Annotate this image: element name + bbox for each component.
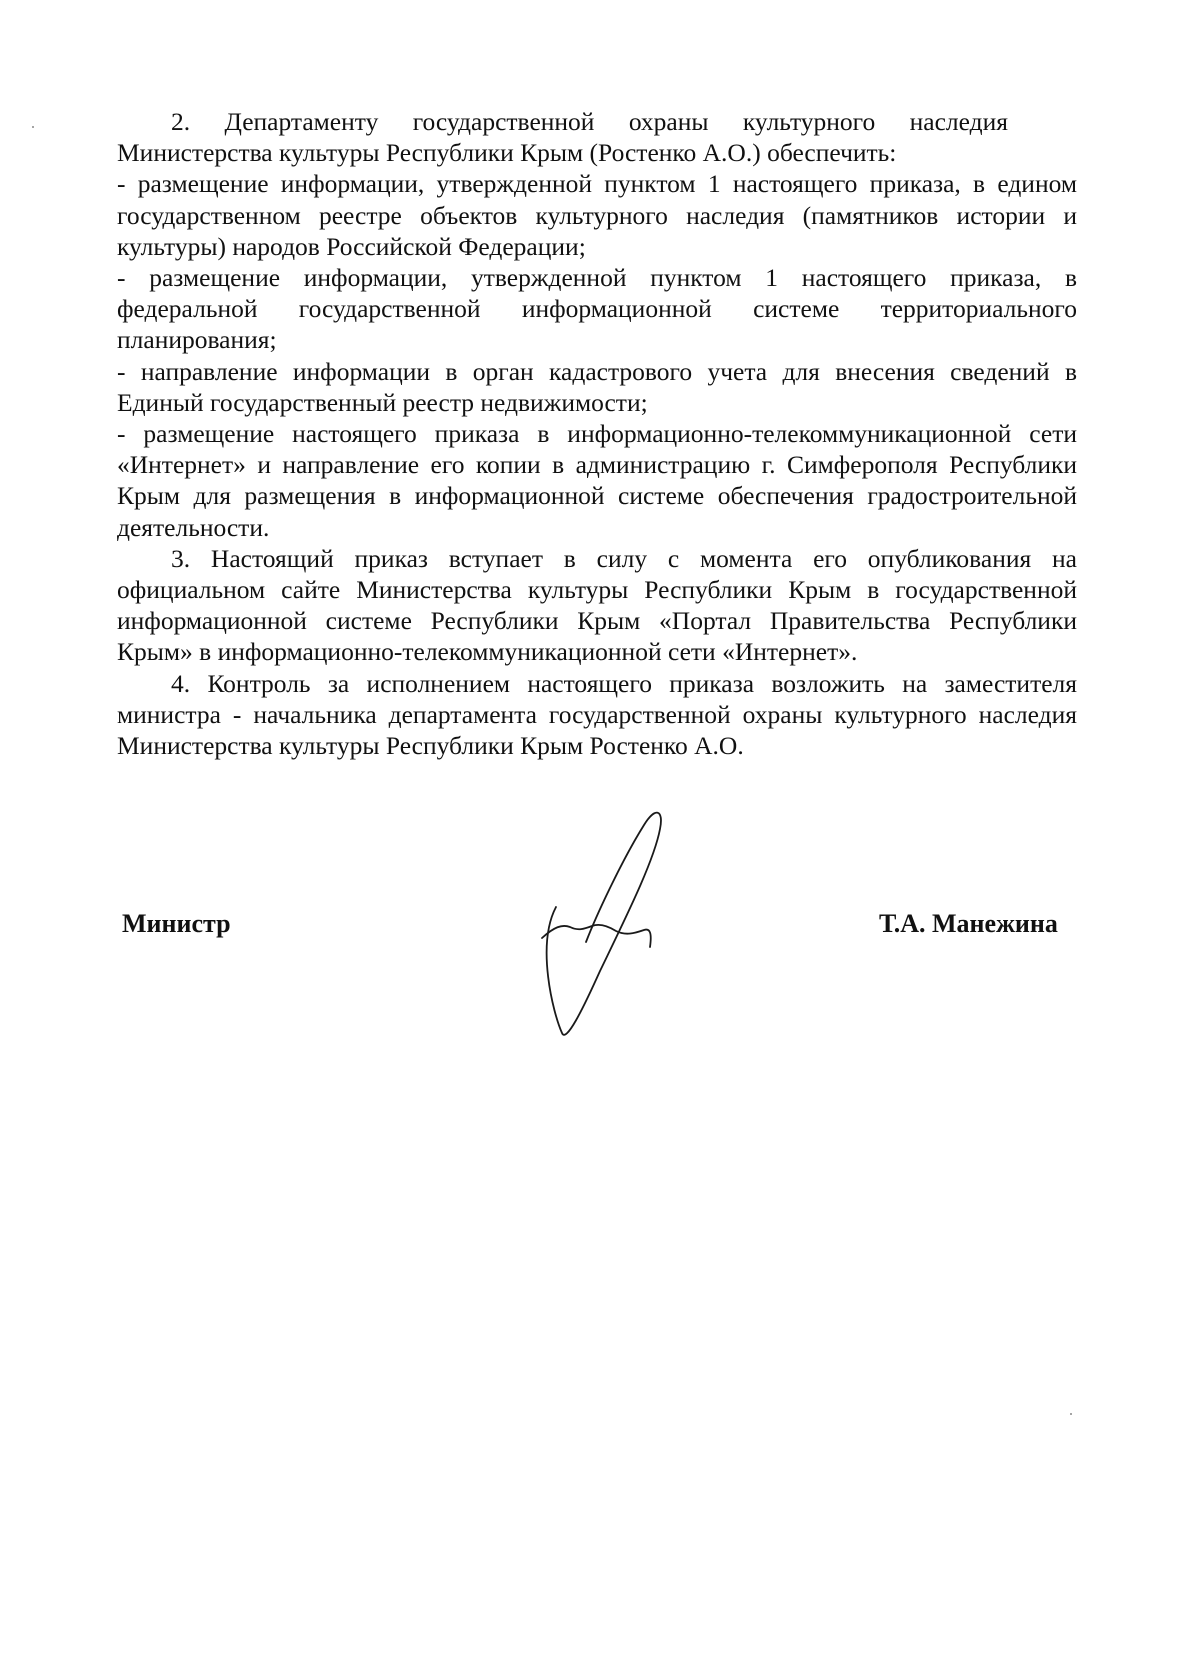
signatory-name: Т.А. Манежина bbox=[879, 909, 1058, 938]
bullet-register: - размещение информации, утвержденной пунктом 1 настоящего приказа, в едином государственном реестре объектов культурного наследия (памятников истории и культуры) народов Российской Федерации; bbox=[117, 169, 1077, 261]
scan-speck bbox=[1070, 1413, 1072, 1415]
item-2-lead: Департаменту государственной охраны культурного наследия bbox=[224, 107, 1008, 136]
bullet-fgis: - размещение информации, утвержденной пунктом 1 настоящего приказа, в федеральной государственной информационной системе территориального планирования; bbox=[117, 263, 1077, 355]
paragraph-item-3: 3. Настоящий приказ вступает в силу с момента его опубликования на официальном сайте Министерства культуры Республики Крым в государственной информационной системе Республики Крым «Портал Правительства Республики Крым» в информационно-телекоммуникационной сети «Интернет». bbox=[117, 543, 1077, 667]
paragraph-item-2-rest: Министерства культуры Республики Крым (Ростенко А.О.) обеспечить: bbox=[117, 138, 897, 168]
bullet-cadastre: - направление информации в орган кадастрового учета для внесения сведений в Единый государственный реестр недвижимости; bbox=[117, 356, 1077, 417]
paragraph-item-4: 4. Контроль за исполнением настоящего приказа возложить на заместителя министра - начальника департамента государственной охраны культурного наследия Министерства культуры Республики Крым Ростенко А.О. bbox=[117, 668, 1077, 761]
handwritten-signature-icon bbox=[540, 805, 705, 1055]
item-2-number: 2. bbox=[171, 107, 191, 136]
scan-speck bbox=[32, 126, 34, 128]
signatory-title: Министр bbox=[122, 909, 231, 938]
bullet-internet: - размещение настоящего приказа в информационно-телекоммуникационной сети «Интернет» и направление его копии в администрацию г. Симферополя Республики Крым для размещения в информационной системе обеспечения градостроительной деятельности. bbox=[117, 419, 1077, 542]
